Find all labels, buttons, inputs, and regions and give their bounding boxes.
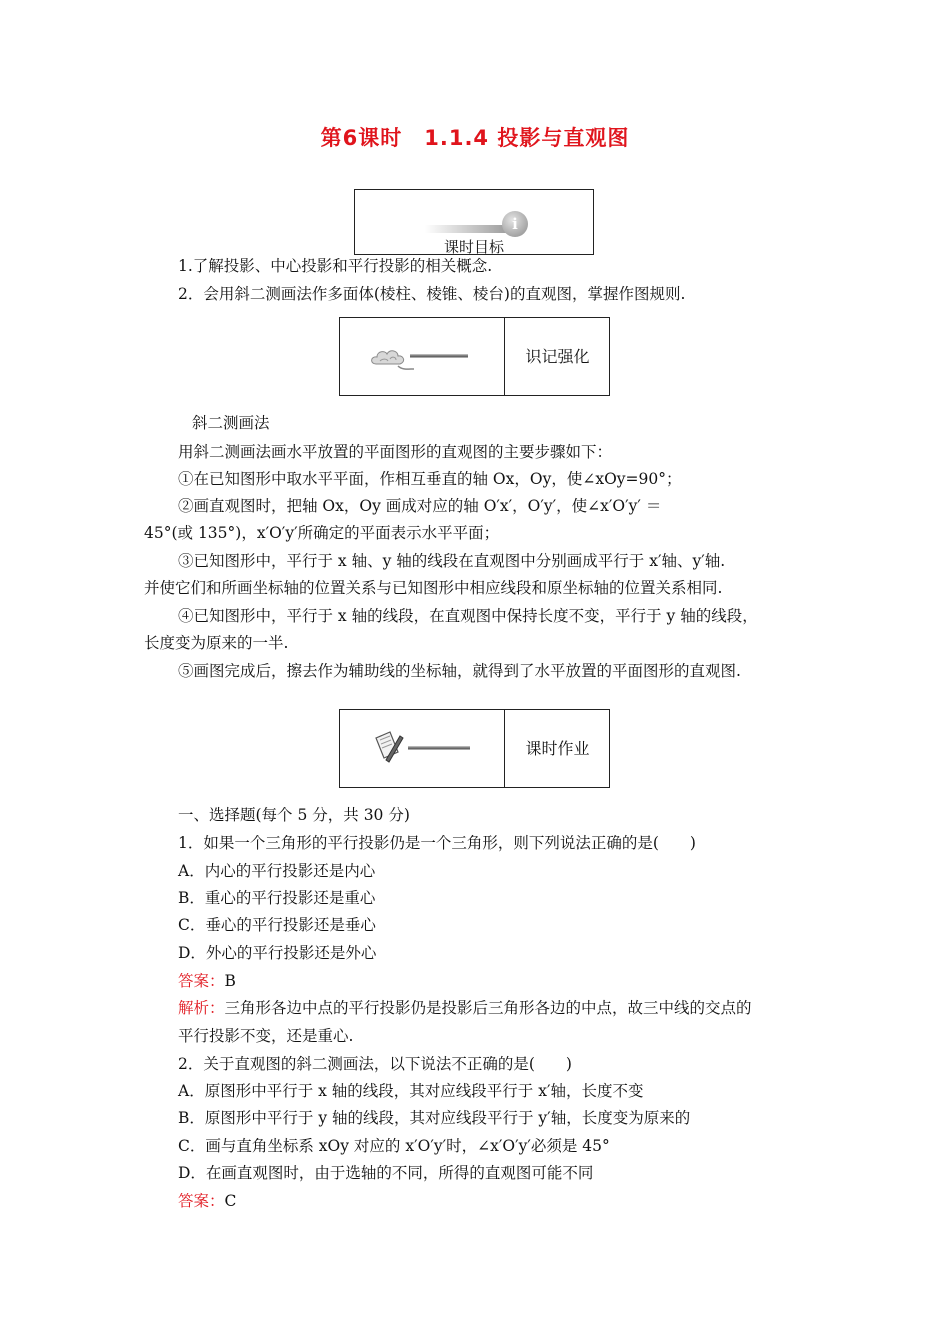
step-3-line-2: 并使它们和所画坐标轴的位置关系与已知图形中相应线段和原坐标轴的位置关系相同.: [144, 579, 723, 597]
answer-value: C: [224, 1192, 237, 1210]
option: C．垂心的平行投影还是垂心: [178, 916, 376, 934]
objectives-banner: [354, 189, 594, 255]
memory-banner: [339, 317, 610, 396]
option: D．在画直观图时，由于选轴的不同，所得的直观图可能不同: [178, 1164, 594, 1182]
step-4-line-2: 长度变为原来的一半.: [144, 634, 289, 652]
homework-banner: [339, 709, 610, 788]
question-stem: 1．如果一个三角形的平行投影仍是一个三角形，则下列说法正确的是( ): [178, 834, 696, 852]
banner-line: [408, 746, 470, 750]
analysis-text: 三角形各边中点的平行投影仍是投影后三角形各边的中点，故三中线的交点的: [224, 999, 752, 1017]
step-5: ⑤画图完成后，擦去作为辅助线的坐标轴，就得到了水平放置的平面图形的直观图.: [178, 662, 741, 680]
cloud-icon: [370, 348, 414, 372]
question-stem: 2．关于直观图的斜二测画法，以下说法不正确的是( ): [178, 1055, 572, 1073]
step-1: ①在已知图形中取水平平面，作相互垂直的轴 Ox，Oy，使∠xOy=90°；: [178, 470, 682, 488]
banner-line: [410, 354, 468, 358]
objectives-banner-label: 课时目标: [443, 238, 504, 256]
option: C．画与直角坐标系 xOy 对应的 x′O′y′时，∠x′O′y′必须是 45°: [178, 1137, 610, 1155]
section-heading: 斜二测画法: [192, 414, 270, 432]
option: B．原图形中平行于 y 轴的线段，其对应线段平行于 y′轴，长度变为原来的: [178, 1109, 691, 1127]
answer-line: [178, 971, 236, 991]
memory-banner-label: 识记强化: [525, 347, 590, 366]
step-4-line-1: ④已知图形中，平行于 x 轴的线段，在直观图中保持长度不变，平行于 y 轴的线段，: [178, 607, 758, 625]
homework-banner-label: 课时作业: [525, 739, 590, 758]
section-heading: 一、选择题(每个 5 分，共 30 分): [178, 806, 410, 824]
step-3-line-1: ③已知图形中，平行于 x 轴、y 轴的线段在直观图中分别画成平行于 x′轴、y′轴.: [178, 552, 726, 570]
page-title: 第6课时 1.1.4 投影与直观图: [320, 126, 630, 150]
step-2-line-1: ②画直观图时，把轴 Ox，Oy 画成对应的轴 O′x′，O′y′，使∠x′O′y′ ＝: [178, 497, 662, 515]
objective-item: 1.了解投影、中心投影和平行投影的相关概念.: [178, 257, 493, 275]
answer-line: [178, 1191, 236, 1211]
option: B．重心的平行投影还是重心: [178, 889, 376, 907]
pen-icon: [372, 730, 404, 764]
analysis-line-2: 平行投影不变，还是重心.: [178, 1027, 354, 1045]
answer-label: 答案：: [178, 1192, 225, 1210]
objective-item: 2．会用斜二测画法作多面体(棱柱、棱锥、棱台)的直观图，掌握作图规则.: [178, 285, 686, 303]
banner-bar: [425, 225, 510, 233]
analysis-label: 解析：: [178, 999, 225, 1017]
option: D．外心的平行投影还是外心: [178, 944, 377, 962]
step-2-line-2: 45°(或 135°)，x′O′y′所确定的平面表示水平平面；: [144, 524, 500, 542]
answer-value: B: [224, 972, 236, 990]
option: A．内心的平行投影还是内心: [178, 862, 376, 880]
option: A．原图形中平行于 x 轴的线段，其对应线段平行于 x′轴，长度不变: [178, 1082, 644, 1100]
answer-label: 答案：: [178, 972, 225, 990]
analysis-line-1: [178, 998, 752, 1018]
info-icon: i: [502, 211, 528, 237]
paragraph: 用斜二测画法画水平放置的平面图形的直观图的主要步骤如下：: [178, 443, 613, 461]
